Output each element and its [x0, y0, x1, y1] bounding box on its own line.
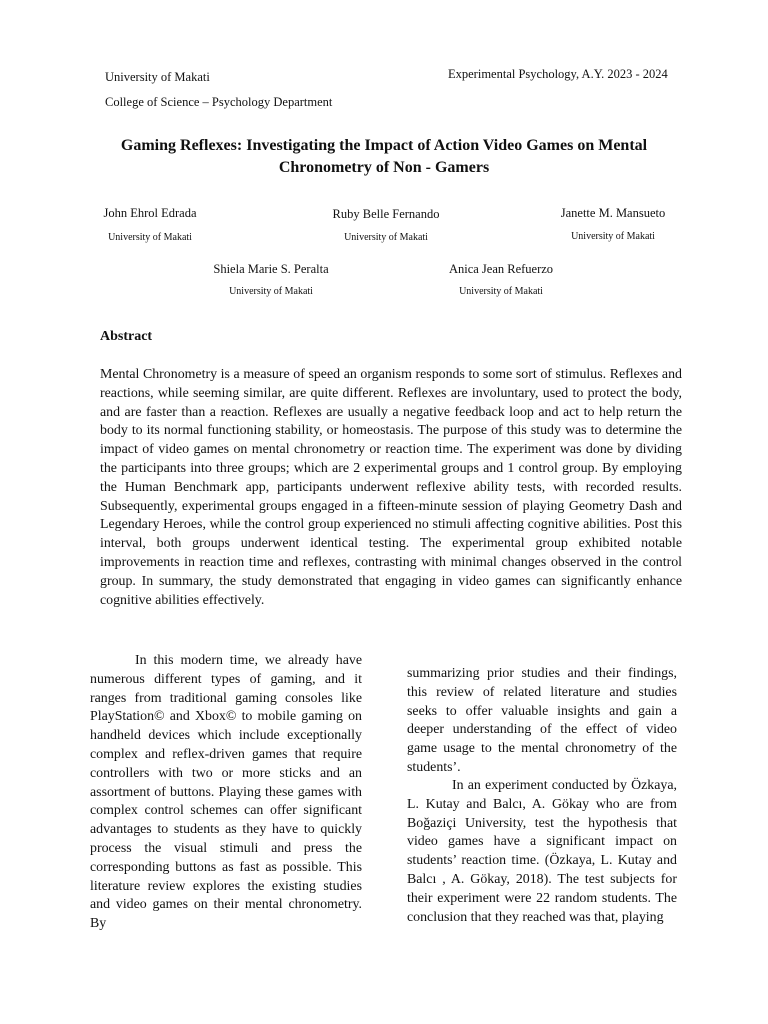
header-department: College of Science – Psychology Department: [105, 95, 333, 109]
author-affiliation-2: University of Makati: [344, 232, 428, 243]
author-affiliation-1: University of Makati: [108, 232, 192, 243]
author-name-3: Janette M. Mansueto: [560, 206, 666, 220]
author-affiliation-3: University of Makati: [571, 231, 655, 242]
author-name-4: Shiela Marie S. Peralta: [213, 262, 329, 276]
author-name-5: Anica Jean Refuerzo: [448, 262, 554, 276]
author-name-1: John Ehrol Edrada: [103, 206, 197, 220]
title-line-1: Gaming Reflexes: Investigating the Impact of Action Video Games on Mental: [120, 137, 648, 154]
abstract-text: Mental Chronometry is a measure of speed an organism responds to some sort of stimulus. Reflexes and reactions, while seeming similar, are quite different. Reflexes are involuntary, used to protect the body, and are faster than a reaction. Reflexes are usually a negative feedback loop and act to help return the body to its normal functioning stability, or homeostasis. The purpose of this study was to determine the impact of video games on mental chronometry or reaction time. The experiment was done by dividing the participants into three groups; which are 2 experimental groups and 1 control group. By employing the Human Benchmark app, participants underwent reflexive ability tests, with recorded results. Subsequently, experimental groups engaged in a fifteen-minute session of playing Geometry Dash and Legendary Heroes, while the control group experienced no stimuli affecting cognitive abilities. Post this interval, both groups underwent identical testing. The experimental group exhibited notable improvements in reaction time and reflexes, contrasting with minimal changes observed in the control group. In summary, the study demonstrated that engaging in video games can significantly enhance cognitive abilities effectively.: [100, 367, 682, 608]
header-course: Experimental Psychology, A.Y. 2023 - 2024: [448, 67, 668, 81]
header-university: University of Makati: [105, 70, 210, 84]
paper-title: [100, 135, 668, 179]
title-line-2: Chronometry of Non - Gamers: [278, 159, 490, 176]
body-right-paragraph-1: summarizing prior studies and their findings, this review of related literature and studies seeks to offer valuable insights and gain a deeper understanding of the effect of video game usage to the mental chronometry of the students’.: [407, 666, 677, 775]
abstract-heading: Abstract: [100, 329, 153, 344]
author-name-2: Ruby Belle Fernando: [332, 207, 440, 221]
author-affiliation-5: University of Makati: [459, 286, 543, 297]
author-affiliation-4: University of Makati: [229, 286, 313, 297]
body-right-paragraph-2: In an experiment conducted by Özkaya, L. Kutay and Balcı, A. Gökay who are from Boğaziçi University, test the hypothesis that video games have a significant impact on students’ reaction time. (Özkaya, L. Kutay and Balcı , A. Gökay, 2018). The test subjects for their experiment were 22 random students. The conclusion that they reached was that, playing: [407, 778, 677, 925]
body-left-paragraph: In this modern time, we already have numerous different types of gaming, and it ranges from traditional gaming consoles like PlayStation© and Xbox© to mobile gaming on handheld devices which include exceptionally complex and reflex-driven games that require controllers with two or more sticks and an assortment of buttons. Playing these games with complex control schemes can offer significant advantages to students as they have to quickly process the visual stimuli and press the corresponding buttons as fast as possible. This literature review explores the existing studies and video games on their mental chronometry. By: [90, 653, 362, 932]
